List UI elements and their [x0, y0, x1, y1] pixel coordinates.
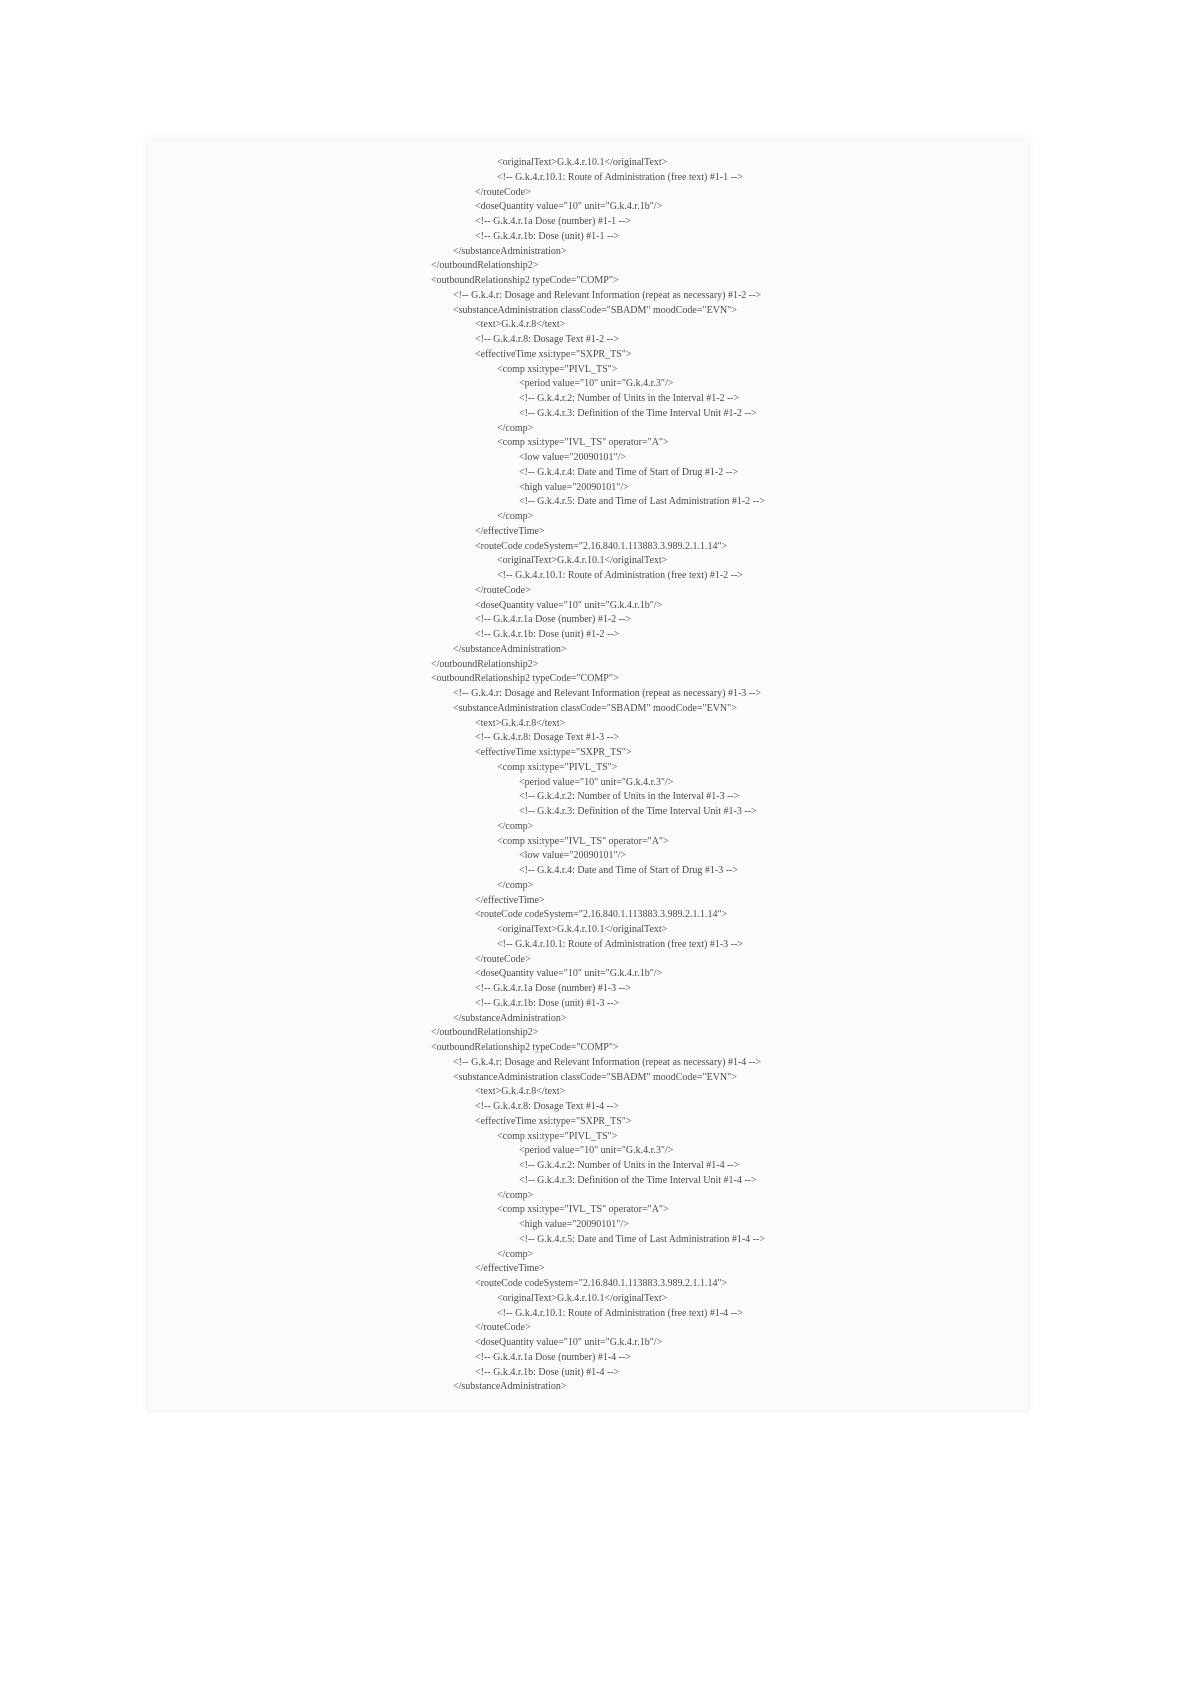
code-line: <!-- G.k.4.r.2: Number of Units in the Interval #1-2 -->	[519, 393, 740, 404]
code-line: <period value="10" unit="G.k.4.r.3"/>	[519, 378, 674, 390]
code-line: </comp>	[497, 1189, 534, 1201]
code-line: <!-- G.k.4.r.1a Dose (number) #1-3 -->	[475, 983, 631, 994]
code-line: <doseQuantity value="10" unit="G.k.4.r.1b"/>	[475, 968, 663, 980]
code-line: <substanceAdministration classCode="SBADM" moodCode="EVN">	[453, 1071, 737, 1083]
code-line: <!-- G.k.4.r.5: Date and Time of Last Administration #1-2 -->	[519, 496, 765, 508]
code-line: <comp xsi:type="IVL_TS" operator="A">	[497, 835, 669, 847]
code-line: <doseQuantity value="10" unit="G.k.4.r.1b"/>	[475, 201, 663, 213]
code-line: <!-- G.k.4.r.1a Dose (number) #1-4 -->	[475, 1351, 631, 1363]
code-line: <!-- G.k.4.r.1a Dose (number) #1-1 -->	[475, 216, 631, 227]
code-line: <effectiveTime xsi:type="SXPR_TS">	[475, 747, 632, 758]
code-line: <!-- G.k.4.r.4: Date and Time of Start of Drug #1-3 -->	[519, 865, 739, 876]
code-line: <high value="20090101"/>	[519, 481, 629, 493]
code-line: </routeCode>	[475, 584, 531, 596]
code-line: <routeCode codeSystem="2.16.840.1.113883.3.989.2.1.1.14">	[475, 540, 728, 552]
code-line: <outboundRelationship2 typeCode="COMP">	[431, 1042, 619, 1053]
code-line: <!-- G.k.4.r.8: Dosage Text #1-3 -->	[475, 732, 619, 744]
code-line: </comp>	[497, 422, 534, 434]
code-line: <!-- G.k.4.r.1b: Dose (unit) #1-3 -->	[475, 997, 620, 1009]
code-line: <!-- G.k.4.r.10.1: Route of Administration (free text) #1-1 -->	[497, 171, 743, 183]
code-line: </comp>	[497, 511, 534, 522]
code-line: <comp xsi:type="PIVL_TS">	[497, 761, 618, 773]
code-line: </substanceAdministration>	[453, 1012, 567, 1024]
code-line: </comp>	[497, 820, 534, 832]
code-line: <!-- G.k.4.r.1a Dose (number) #1-2 -->	[475, 614, 631, 626]
code-line: <!-- G.k.4.r.4: Date and Time of Start of Drug #1-2 -->	[519, 466, 739, 478]
code-line: <!-- G.k.4.r.10.1: Route of Administration (free text) #1-4 -->	[497, 1307, 743, 1319]
code-line: <routeCode codeSystem="2.16.840.1.113883.3.989.2.1.1.14">	[475, 909, 728, 921]
code-line: <!-- G.k.4.r.10.1: Route of Administration (free text) #1-3 -->	[497, 938, 743, 950]
code-line: <effectiveTime xsi:type="SXPR_TS">	[475, 348, 632, 360]
code-line: <period value="10" unit="G.k.4.r.3"/>	[519, 776, 674, 788]
code-line: <routeCode codeSystem="2.16.840.1.113883.3.989.2.1.1.14">	[475, 1278, 728, 1289]
code-line: <outboundRelationship2 typeCode="COMP">	[431, 673, 619, 685]
code-line: <outboundRelationship2 typeCode="COMP">	[431, 275, 619, 286]
code-line: <doseQuantity value="10" unit="G.k.4.r.1b"/>	[475, 1337, 663, 1348]
code-line: </substanceAdministration>	[453, 643, 567, 655]
code-line: </comp>	[497, 879, 534, 891]
code-line: <comp xsi:type="PIVL_TS">	[497, 363, 618, 375]
code-line: <doseQuantity value="10" unit="G.k.4.r.1b"/>	[475, 599, 663, 611]
code-line: <!-- G.k.4.r.8: Dosage Text #1-2 -->	[475, 334, 619, 345]
code-line: <low value="20090101"/>	[519, 850, 627, 862]
code-line: <substanceAdministration classCode="SBADM" moodCode="EVN">	[453, 304, 737, 316]
code-line: <!-- G.k.4.r: Dosage and Relevant Information (repeat as necessary) #1-3 -->	[453, 688, 762, 699]
code-line: <high value="20090101"/>	[519, 1219, 629, 1230]
code-line: <!-- G.k.4.r.1b: Dose (unit) #1-4 -->	[475, 1366, 620, 1378]
code-line: <!-- G.k.4.r: Dosage and Relevant Information (repeat as necessary) #1-4 -->	[453, 1056, 762, 1068]
code-line: <period value="10" unit="G.k.4.r.3"/>	[519, 1145, 674, 1157]
code-line: </effectiveTime>	[475, 525, 545, 537]
code-line: </comp>	[497, 1248, 534, 1260]
code-line: <!-- G.k.4.r: Dosage and Relevant Information (repeat as necessary) #1-2 -->	[453, 289, 762, 301]
code-line: <!-- G.k.4.r.1b: Dose (unit) #1-1 -->	[475, 230, 620, 242]
code-line: <originalText>G.k.4.r.10.1</originalText>	[497, 1292, 668, 1304]
code-line: <!-- G.k.4.r.8: Dosage Text #1-4 -->	[475, 1101, 619, 1112]
code-line: <originalText>G.k.4.r.10.1</originalText>	[497, 555, 668, 567]
code-line: </effectiveTime>	[475, 1263, 545, 1275]
code-line: <text>G.k.4.r.8</text>	[475, 717, 566, 729]
code-line: <text>G.k.4.r.8</text>	[475, 1086, 566, 1098]
code-line: <comp xsi:type="IVL_TS" operator="A">	[497, 1204, 669, 1216]
code-line: <comp xsi:type="IVL_TS" operator="A">	[497, 437, 669, 449]
code-line: <comp xsi:type="PIVL_TS">	[497, 1130, 618, 1142]
code-line: </routeCode>	[475, 1322, 531, 1334]
code-line: <!-- G.k.4.r.2: Number of Units in the Interval #1-4 -->	[519, 1160, 740, 1171]
code-line: </outboundRelationship2>	[431, 658, 539, 670]
code-line: </effectiveTime>	[475, 894, 545, 906]
code-line: <substanceAdministration classCode="SBADM" moodCode="EVN">	[453, 702, 737, 714]
code-line: </outboundRelationship2>	[431, 1027, 539, 1039]
code-line: <!-- G.k.4.r.2: Number of Units in the Interval #1-3 -->	[519, 791, 740, 803]
code-line: </substanceAdministration>	[453, 1381, 567, 1393]
code-line: </routeCode>	[475, 186, 531, 198]
code-line: <!-- G.k.4.r.3: Definition of the Time Interval Unit #1-4 -->	[519, 1174, 757, 1186]
code-line: <originalText>G.k.4.r.10.1</originalText>	[497, 157, 668, 168]
code-line: <!-- G.k.4.r.3: Definition of the Time Interval Unit #1-2 -->	[519, 407, 757, 419]
code-line: <!-- G.k.4.r.1b: Dose (unit) #1-2 -->	[475, 629, 620, 640]
code-line: <!-- G.k.4.r.3: Definition of the Time Interval Unit #1-3 -->	[519, 806, 757, 817]
code-line: </outboundRelationship2>	[431, 260, 539, 272]
code-line: <effectiveTime xsi:type="SXPR_TS">	[475, 1115, 632, 1127]
code-line: <!-- G.k.4.r.5: Date and Time of Last Administration #1-4 -->	[519, 1233, 765, 1245]
code-line: </routeCode>	[475, 953, 531, 965]
code-line: </substanceAdministration>	[453, 245, 567, 257]
xml-code-listing	[431, 156, 1031, 1395]
code-line: <low value="20090101"/>	[519, 452, 627, 463]
code-line: <!-- G.k.4.r.10.1: Route of Administration (free text) #1-2 -->	[497, 570, 743, 581]
code-line: <text>G.k.4.r.8</text>	[475, 319, 566, 331]
code-line: <originalText>G.k.4.r.10.1</originalText>	[497, 924, 668, 935]
